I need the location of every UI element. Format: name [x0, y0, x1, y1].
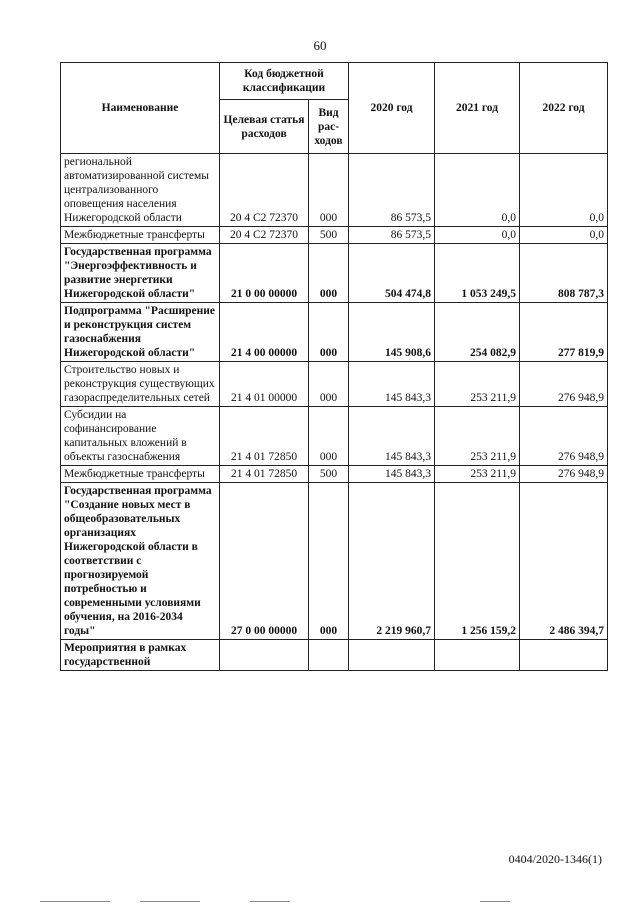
cell-2021: 254 082,9 [435, 303, 520, 362]
scan-edge-marks [0, 901, 640, 904]
cell-target-item: 21 0 00 00000 [220, 244, 309, 303]
table-row [61, 244, 608, 303]
cell-2022: 276 948,9 [520, 362, 608, 407]
cell-2022: 808 787,3 [520, 244, 608, 303]
table-row [61, 466, 608, 483]
cell-target-item [220, 640, 309, 671]
cell-2022: 0,0 [520, 154, 608, 227]
cell-name: Субсидии на софинансирование капитальных вложений в объекты газоснабжения [61, 407, 220, 466]
cell-name: Мероприятия в рамках государственной [61, 640, 220, 671]
header-name: Наименование [61, 63, 220, 154]
table-row [61, 483, 608, 640]
header-2020: 2020 год [349, 63, 435, 154]
table-row [61, 407, 608, 466]
cell-2020: 145 843,3 [349, 362, 435, 407]
cell-name: Межбюджетные трансферты [61, 466, 220, 483]
header-target-item: Целевая статья расходов [220, 100, 309, 154]
cell-2021: 1 256 159,2 [435, 483, 520, 640]
cell-target-item: 20 4 С2 72370 [220, 227, 309, 244]
cell-name: Строительство новых и реконструкция существующих газораспределительных сетей [61, 362, 220, 407]
cell-expense-type: 500 [309, 227, 349, 244]
cell-target-item: 21 4 01 00000 [220, 362, 309, 407]
cell-2020: 504 474,8 [349, 244, 435, 303]
cell-2021: 1 053 249,5 [435, 244, 520, 303]
cell-expense-type: 500 [309, 466, 349, 483]
cell-2020: 145 843,3 [349, 407, 435, 466]
cell-2021: 253 211,9 [435, 407, 520, 466]
cell-2020: 145 908,6 [349, 303, 435, 362]
cell-name: Государственная программа "Создание новых мест в общеобразовательных организациях Нижегородской области в соответствии с прогнозируемой потребностью и современными условиями обучения, на 2016-2034 годы" [61, 483, 220, 640]
cell-target-item: 27 0 00 00000 [220, 483, 309, 640]
page-number: 60 [313, 38, 327, 53]
cell-target-item: 21 4 01 72850 [220, 466, 309, 483]
cell-2022: 276 948,9 [520, 466, 608, 483]
cell-2020: 145 843,3 [349, 466, 435, 483]
cell-2022: 276 948,9 [520, 407, 608, 466]
header-budget-code: Код бюджетной классификации [220, 63, 349, 100]
budget-table [60, 62, 608, 671]
cell-expense-type: 000 [309, 154, 349, 227]
header-2022: 2022 год [520, 63, 608, 154]
cell-2022: 0,0 [520, 227, 608, 244]
cell-2022: 277 819,9 [520, 303, 608, 362]
header-2021: 2021 год [435, 63, 520, 154]
table-header-row [61, 63, 608, 100]
cell-2020 [349, 640, 435, 671]
cell-expense-type [309, 640, 349, 671]
cell-2021: 253 211,9 [435, 362, 520, 407]
table-row [61, 303, 608, 362]
cell-expense-type: 000 [309, 303, 349, 362]
cell-2022 [520, 640, 608, 671]
cell-name: Государственная программа "Энергоэффективность и развитие энергетики Нижегородской области" [61, 244, 220, 303]
cell-2020: 86 573,5 [349, 227, 435, 244]
cell-2020: 86 573,5 [349, 154, 435, 227]
table-row [61, 640, 608, 671]
cell-name: Подпрограмма "Расширение и реконструкция систем газоснабжения Нижегородской области" [61, 303, 220, 362]
document-code: 0404/2020-1346(1) [508, 852, 602, 866]
table-row [61, 362, 608, 407]
cell-name: Межбюджетные трансферты [61, 227, 220, 244]
cell-target-item: 21 4 01 72850 [220, 407, 309, 466]
table-row [61, 227, 608, 244]
table-row [61, 154, 608, 227]
cell-expense-type: 000 [309, 244, 349, 303]
cell-2021 [435, 640, 520, 671]
cell-target-item: 20 4 С2 72370 [220, 154, 309, 227]
cell-expense-type: 000 [309, 483, 349, 640]
header-expense-type: Вид рас-ходов [309, 100, 349, 154]
cell-name: региональной автоматизированной системы централизованного оповещения населения Нижегородской области [61, 154, 220, 227]
cell-expense-type: 000 [309, 407, 349, 466]
cell-2021: 253 211,9 [435, 466, 520, 483]
table-body [61, 154, 608, 671]
cell-target-item: 21 4 00 00000 [220, 303, 309, 362]
cell-2022: 2 486 394,7 [520, 483, 608, 640]
cell-2021: 0,0 [435, 227, 520, 244]
cell-2021: 0,0 [435, 154, 520, 227]
cell-expense-type: 000 [309, 362, 349, 407]
cell-2020: 2 219 960,7 [349, 483, 435, 640]
